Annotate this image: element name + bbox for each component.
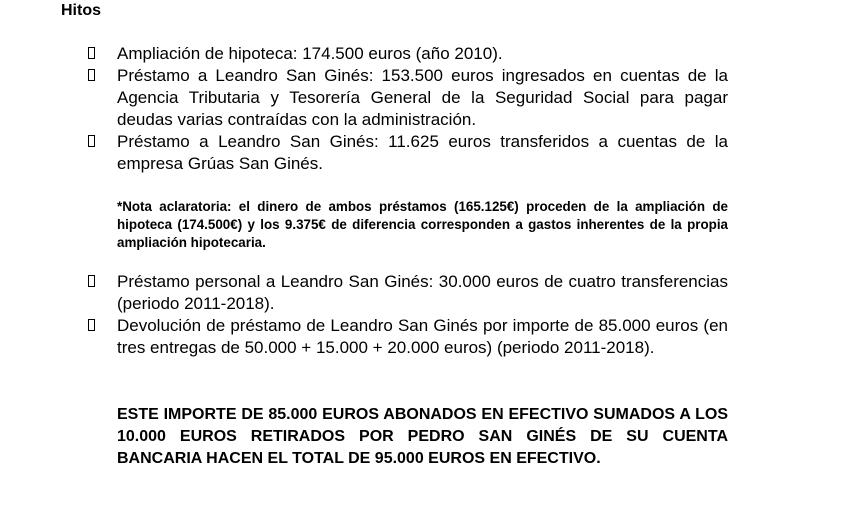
list-item <box>88 65 728 131</box>
list-item <box>88 271 728 315</box>
milestone-list <box>88 43 728 175</box>
list-item-text: Devolución de préstamo de Leandro San Ginés por importe de 85.000 euros (en tres entregas de 50.000 + 15.000 + 20.000 euros) (periodo 2011-2018). <box>117 316 728 357</box>
list-item-text: Préstamo a Leandro San Ginés: 153.500 euros ingresados en cuentas de la Agencia Tributaria y Tesorería General de la Seguridad Social para pagar deudas varias contraídas con la administración. <box>117 66 728 129</box>
list-item-text: Ampliación de hipoteca: 174.500 euros (año 2010). <box>117 44 503 63</box>
list-item-text: Préstamo a Leandro San Ginés: 11.625 euros transferidos a cuentas de la empresa Grúas San Ginés. <box>117 132 728 173</box>
milestone-list-continued <box>88 271 728 359</box>
list-item <box>88 315 728 359</box>
clarification-note: *Nota aclaratoria: el dinero de ambos préstamos (165.125€) proceden de la ampliación de hipoteca (174.500€) y los 9.375€ de diferencia corresponden a gastos inherentes de la propia ampliación hipotecaria. <box>117 199 728 250</box>
list-item-text: Préstamo personal a Leandro San Ginés: 30.000 euros de cuatro transferencias (periodo 2011-2018). <box>117 272 728 313</box>
section-heading: Hitos <box>61 2 101 19</box>
missing-glyph-bullet-icon <box>88 275 95 287</box>
list-item <box>88 131 728 175</box>
missing-glyph-bullet-icon <box>88 319 95 331</box>
missing-glyph-bullet-icon <box>88 69 95 81</box>
total-summary: ESTE IMPORTE DE 85.000 EUROS ABONADOS EN EFECTIVO SUMADOS A LOS 10.000 EUROS RETIRADOS POR PEDRO SAN GINÉS DE SU CUENTA BANCARIA HACEN EL TOTAL DE 95.000 EUROS EN EFECTIVO. <box>117 406 728 467</box>
missing-glyph-bullet-icon <box>88 135 95 147</box>
missing-glyph-bullet-icon <box>88 47 95 59</box>
list-item <box>88 43 728 65</box>
